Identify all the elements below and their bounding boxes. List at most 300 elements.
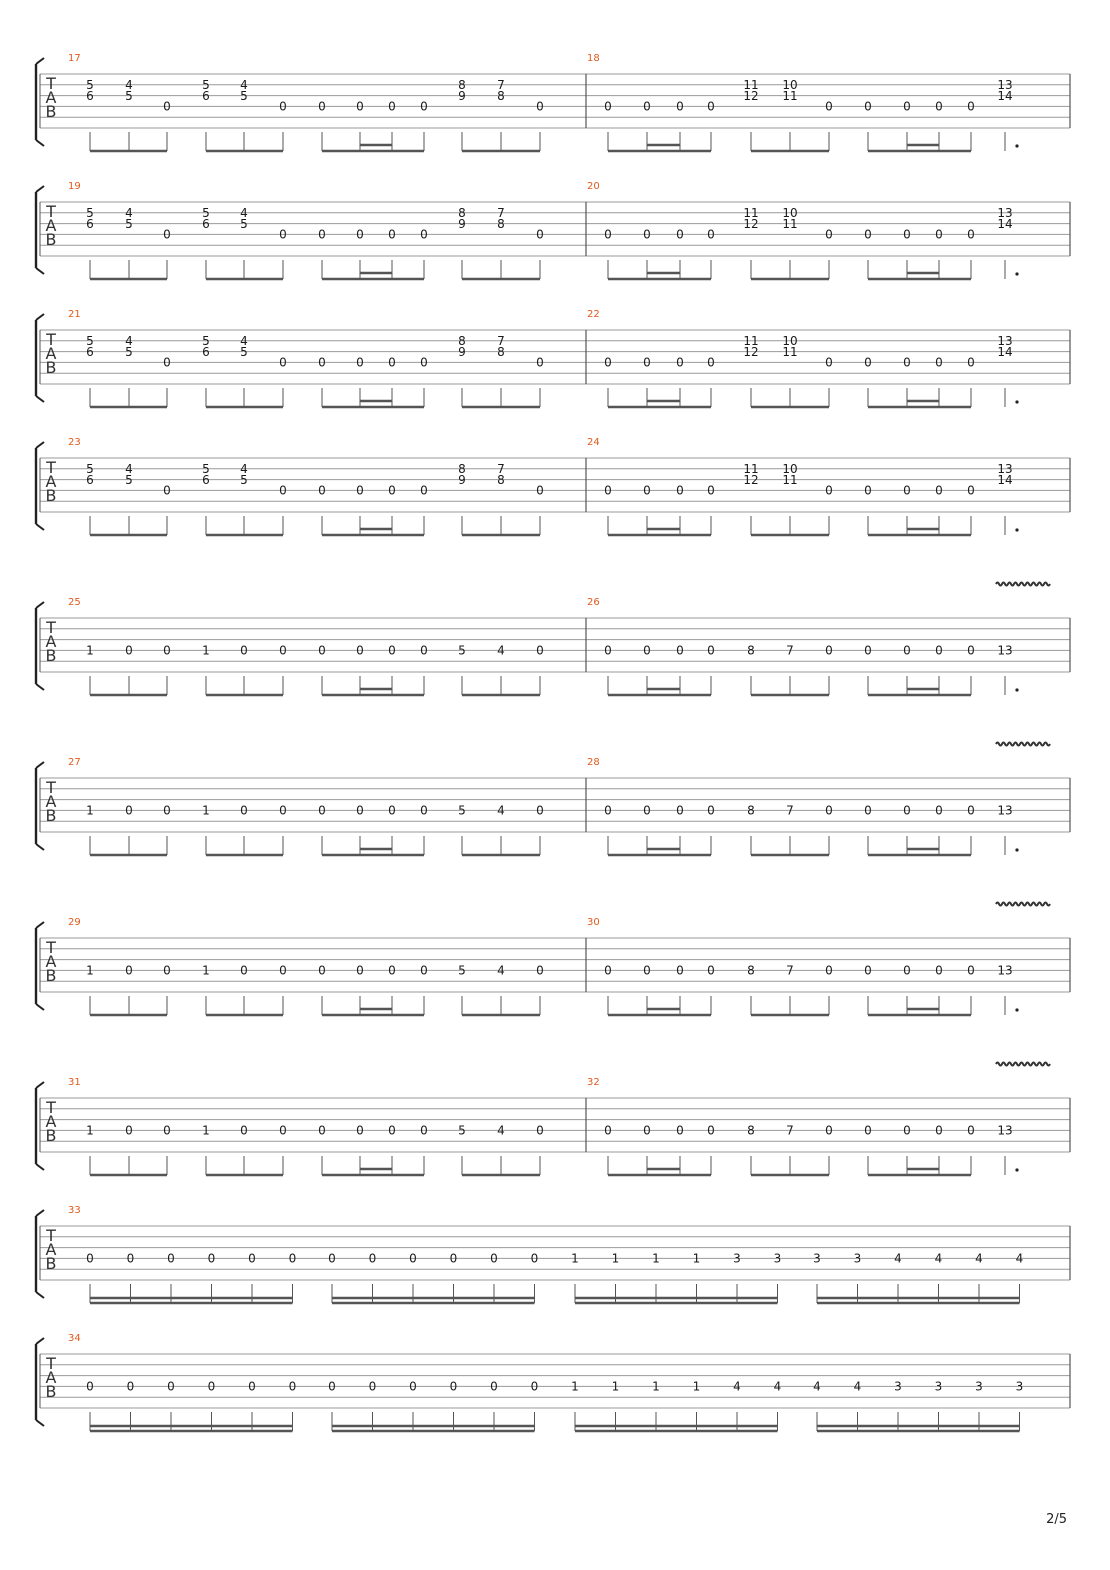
fret-number: 3 (1015, 1379, 1024, 1394)
fret-number: 1 (86, 1123, 94, 1138)
fret-number: 0 (163, 643, 171, 658)
bracket-cap-top (36, 58, 44, 64)
fret-number: 0 (420, 963, 428, 978)
fret-number: 0 (536, 643, 544, 658)
tab-clef-letter: T (46, 778, 56, 797)
fret-number: 0 (967, 963, 975, 978)
fret-number: 0 (356, 483, 364, 498)
fret-number: 1 (652, 1251, 660, 1266)
fret-number: 0 (643, 99, 651, 114)
fret-number: 14 (997, 88, 1013, 103)
measure-number: 31 (68, 1077, 81, 1088)
fret-number: 13 (997, 1123, 1013, 1138)
tab-clef-letter: A (45, 1112, 57, 1131)
fret-number: 0 (604, 1123, 612, 1138)
fret-number: 0 (207, 1251, 216, 1266)
fret-number: 0 (279, 99, 287, 114)
fret-number: 0 (288, 1251, 297, 1266)
fret-number: 0 (676, 483, 684, 498)
fret-number: 7 (497, 462, 505, 476)
bracket-cap-bottom (36, 1004, 44, 1010)
bracket-cap-top (36, 922, 44, 928)
fret-number: 5 (125, 472, 133, 487)
fret-number: 8 (458, 462, 466, 476)
fret-number: 12 (743, 216, 759, 231)
fret-number: 0 (318, 1123, 326, 1138)
fret-number: 0 (864, 99, 872, 114)
fret-number: 0 (240, 1123, 248, 1138)
measure-number: 34 (68, 1333, 81, 1344)
fret-number: 0 (536, 803, 544, 818)
tab-system (36, 1205, 1070, 1303)
tab-clef-letter: T (46, 330, 56, 349)
fret-number: 7 (497, 334, 505, 348)
fret-number: 0 (356, 99, 364, 114)
measure-number: 25 (68, 597, 81, 608)
fret-number: 0 (240, 643, 248, 658)
augmentation-dot (1015, 1168, 1018, 1171)
fret-number: 0 (903, 99, 911, 114)
fret-number: 0 (368, 1251, 377, 1266)
fret-number: 0 (388, 963, 396, 978)
tab-clef-letter: T (46, 1354, 56, 1373)
fret-number: 5 (458, 963, 466, 978)
fret-number: 0 (707, 99, 715, 114)
fret-number: 0 (643, 963, 651, 978)
fret-number: 13 (997, 334, 1013, 348)
fret-number: 0 (536, 227, 544, 242)
fret-number: 4 (240, 462, 248, 476)
fret-number: 10 (782, 334, 798, 348)
fret-number: 0 (967, 99, 975, 114)
fret-number: 0 (420, 99, 428, 114)
fret-number: 4 (894, 1251, 902, 1266)
fret-number: 0 (449, 1379, 458, 1394)
fret-number: 13 (997, 963, 1013, 978)
fret-number: 0 (604, 643, 612, 658)
tab-clef-letter: B (45, 1382, 57, 1401)
fret-number: 9 (458, 472, 466, 487)
tab-clef-letter: T (46, 1226, 56, 1245)
tab-system (36, 583, 1070, 696)
fret-number: 0 (604, 227, 612, 242)
fret-number: 1 (86, 643, 94, 658)
bracket-cap-bottom (36, 1292, 44, 1298)
fret-number: 5 (240, 88, 248, 103)
fret-number: 0 (279, 963, 287, 978)
fret-number: 5 (240, 216, 248, 231)
fret-number: 0 (935, 643, 943, 658)
tab-clef-letter: B (45, 806, 57, 825)
fret-number: 0 (288, 1379, 297, 1394)
fret-number: 0 (388, 643, 396, 658)
augmentation-dot (1015, 272, 1018, 275)
fret-number: 0 (604, 803, 612, 818)
tab-clef-letter: A (45, 1368, 57, 1387)
fret-number: 6 (86, 344, 94, 359)
fret-number: 0 (248, 1379, 256, 1394)
measure-number: 17 (68, 53, 81, 64)
fret-number: 5 (240, 472, 248, 487)
bracket-cap-bottom (36, 524, 44, 530)
fret-number: 12 (743, 344, 759, 359)
fret-number: 0 (825, 483, 833, 498)
fret-number: 0 (604, 355, 612, 370)
fret-number: 0 (935, 963, 943, 978)
fret-number: 0 (935, 1123, 943, 1138)
fret-number: 10 (782, 206, 798, 220)
tab-clef-letter: T (46, 1098, 56, 1117)
fret-number: 0 (903, 1123, 911, 1138)
fret-number: 11 (782, 216, 798, 231)
fret-number: 0 (388, 99, 396, 114)
fret-number: 0 (825, 1123, 833, 1138)
vibrato-mark (996, 1063, 1050, 1066)
fret-number: 11 (743, 206, 759, 220)
fret-number: 0 (643, 803, 651, 818)
fret-number: 12 (743, 472, 759, 487)
fret-number: 0 (707, 963, 715, 978)
fret-number: 4 (497, 643, 505, 658)
fret-number: 0 (356, 803, 364, 818)
bracket-cap-top (36, 314, 44, 320)
fret-number: 8 (747, 1123, 755, 1138)
fret-number: 0 (163, 1123, 171, 1138)
fret-number: 0 (356, 355, 364, 370)
fret-number: 0 (356, 643, 364, 658)
fret-number: 0 (163, 355, 171, 370)
tab-clef-letter: A (45, 632, 57, 651)
fret-number: 8 (458, 78, 466, 92)
fret-number: 0 (163, 963, 171, 978)
fret-number: 0 (676, 1123, 684, 1138)
fret-number: 0 (388, 803, 396, 818)
measure-number: 18 (587, 53, 600, 64)
fret-number: 0 (125, 803, 133, 818)
fret-number: 0 (490, 1379, 498, 1394)
fret-number: 3 (975, 1379, 983, 1394)
fret-number: 0 (126, 1379, 135, 1394)
measure-number: 26 (587, 597, 600, 608)
fret-number: 0 (707, 483, 715, 498)
fret-number: 1 (692, 1251, 701, 1266)
fret-number: 5 (86, 206, 94, 220)
fret-number: 0 (388, 1123, 396, 1138)
bracket-cap-top (36, 442, 44, 448)
fret-number: 11 (743, 334, 759, 348)
fret-number: 1 (202, 803, 210, 818)
fret-number: 8 (497, 344, 505, 359)
measure-number: 33 (68, 1205, 81, 1216)
bracket-cap-top (36, 1082, 44, 1088)
fret-number: 4 (733, 1379, 741, 1394)
fret-number: 14 (997, 344, 1013, 359)
fret-number: 6 (202, 472, 210, 487)
fret-number: 11 (782, 344, 798, 359)
fret-number: 1 (202, 643, 210, 658)
fret-number: 1 (86, 963, 94, 978)
tab-clef-letter: T (46, 938, 56, 957)
fret-number: 0 (676, 99, 684, 114)
fret-number: 4 (125, 78, 133, 92)
fret-number: 0 (825, 99, 833, 114)
fret-number: 12 (743, 88, 759, 103)
tab-clef-letter: B (45, 358, 57, 377)
fret-number: 0 (420, 1123, 428, 1138)
tab-system (36, 743, 1070, 856)
fret-number: 0 (825, 355, 833, 370)
fret-number: 4 (497, 963, 505, 978)
fret-number: 0 (864, 355, 872, 370)
fret-number: 5 (125, 344, 133, 359)
fret-number: 0 (536, 483, 544, 498)
fret-number: 0 (643, 643, 651, 658)
fret-number: 4 (813, 1379, 821, 1394)
fret-number: 1 (571, 1379, 579, 1394)
measure-number: 21 (68, 309, 81, 320)
fret-number: 0 (163, 483, 171, 498)
fret-number: 0 (935, 355, 943, 370)
measure-number: 32 (587, 1077, 600, 1088)
page-number: 2/5 (1046, 1512, 1067, 1527)
fret-number: 0 (318, 483, 326, 498)
fret-number: 4 (975, 1251, 983, 1266)
fret-number: 13 (997, 803, 1013, 818)
fret-number: 13 (997, 78, 1013, 92)
fret-number: 0 (279, 643, 287, 658)
fret-number: 0 (536, 1123, 544, 1138)
fret-number: 0 (420, 483, 428, 498)
fret-number: 0 (707, 227, 715, 242)
tab-clef-letter: A (45, 1240, 57, 1259)
fret-number: 0 (967, 803, 975, 818)
fret-number: 0 (676, 963, 684, 978)
measure-number: 29 (68, 917, 81, 928)
fret-number: 4 (125, 206, 133, 220)
fret-number: 0 (490, 1251, 498, 1266)
fret-number: 0 (536, 355, 544, 370)
tab-clef-letter: T (46, 202, 56, 221)
fret-number: 0 (903, 483, 911, 498)
fret-number: 7 (786, 803, 794, 818)
tab-clef-letter: B (45, 1254, 57, 1273)
fret-number: 6 (202, 344, 210, 359)
tab-system (36, 437, 1070, 535)
measure-number: 19 (68, 181, 81, 192)
fret-number: 9 (458, 88, 466, 103)
bracket-cap-top (36, 602, 44, 608)
bracket-cap-bottom (36, 268, 44, 274)
fret-number: 0 (388, 227, 396, 242)
tab-system (36, 1063, 1070, 1176)
fret-number: 0 (707, 1123, 715, 1138)
fret-number: 0 (707, 803, 715, 818)
fret-number: 0 (825, 963, 833, 978)
fret-number: 4 (125, 334, 133, 348)
augmentation-dot (1015, 1008, 1018, 1011)
fret-number: 1 (652, 1379, 660, 1394)
tab-system (36, 903, 1070, 1016)
fret-number: 8 (497, 472, 505, 487)
fret-number: 8 (497, 216, 505, 231)
fret-number: 4 (497, 1123, 505, 1138)
tab-system (36, 53, 1070, 151)
fret-number: 0 (279, 803, 287, 818)
fret-number: 8 (458, 206, 466, 220)
fret-number: 8 (747, 643, 755, 658)
fret-number: 0 (935, 99, 943, 114)
augmentation-dot (1015, 144, 1018, 147)
fret-number: 0 (420, 355, 428, 370)
bracket-cap-top (36, 1338, 44, 1344)
fret-number: 1 (571, 1251, 579, 1266)
fret-number: 0 (903, 803, 911, 818)
fret-number: 0 (643, 1123, 651, 1138)
fret-number: 14 (997, 216, 1013, 231)
tab-clef-letter: A (45, 952, 57, 971)
tab-clef-letter: B (45, 486, 57, 505)
fret-number: 5 (125, 88, 133, 103)
fret-number: 0 (388, 483, 396, 498)
fret-number: 0 (163, 803, 171, 818)
fret-number: 1 (611, 1379, 620, 1394)
fret-number: 0 (86, 1379, 94, 1394)
fret-number: 0 (163, 99, 171, 114)
measure-number: 24 (587, 437, 600, 448)
fret-number: 0 (318, 227, 326, 242)
bracket-cap-bottom (36, 1420, 44, 1426)
fret-number: 3 (934, 1379, 943, 1394)
fret-number: 0 (864, 483, 872, 498)
fret-number: 6 (86, 88, 94, 103)
fret-number: 5 (240, 344, 248, 359)
fret-number: 0 (368, 1379, 377, 1394)
fret-number: 5 (86, 334, 94, 348)
fret-number: 0 (125, 1123, 133, 1138)
fret-number: 0 (643, 355, 651, 370)
fret-number: 6 (86, 216, 94, 231)
fret-number: 0 (864, 1123, 872, 1138)
fret-number: 7 (786, 963, 794, 978)
fret-number: 0 (126, 1251, 135, 1266)
augmentation-dot (1015, 688, 1018, 691)
fret-number: 5 (125, 216, 133, 231)
fret-number: 3 (733, 1251, 741, 1266)
vibrato-mark (996, 583, 1050, 586)
tab-system (36, 309, 1070, 407)
fret-number: 6 (202, 88, 210, 103)
fret-number: 0 (388, 355, 396, 370)
fret-number: 0 (125, 963, 133, 978)
tab-clef-letter: B (45, 102, 57, 121)
fret-number: 0 (676, 355, 684, 370)
bracket-cap-top (36, 762, 44, 768)
fret-number: 0 (935, 227, 943, 242)
fret-number: 7 (786, 1123, 794, 1138)
fret-number: 0 (279, 483, 287, 498)
augmentation-dot (1015, 848, 1018, 851)
fret-number: 1 (611, 1251, 620, 1266)
fret-number: 0 (825, 643, 833, 658)
fret-number: 1 (202, 963, 210, 978)
fret-number: 0 (318, 355, 326, 370)
tab-clef-letter: B (45, 230, 57, 249)
tab-clef-letter: T (46, 618, 56, 637)
fret-number: 10 (782, 462, 798, 476)
tab-clef-letter: T (46, 74, 56, 93)
fret-number: 0 (240, 963, 248, 978)
bracket-cap-top (36, 1210, 44, 1216)
fret-number: 1 (86, 803, 94, 818)
measure-number: 27 (68, 757, 81, 768)
fret-number: 9 (458, 344, 466, 359)
fret-number: 0 (240, 803, 248, 818)
fret-number: 4 (125, 462, 133, 476)
fret-number: 0 (409, 1251, 417, 1266)
fret-number: 0 (825, 803, 833, 818)
fret-number: 0 (643, 227, 651, 242)
fret-number: 5 (458, 1123, 466, 1138)
fret-number: 0 (318, 963, 326, 978)
fret-number: 0 (707, 643, 715, 658)
fret-number: 0 (279, 1123, 287, 1138)
fret-number: 0 (530, 1251, 539, 1266)
fret-number: 7 (497, 206, 505, 220)
fret-number: 4 (853, 1379, 862, 1394)
vibrato-mark (996, 903, 1050, 906)
measure-number: 22 (587, 309, 600, 320)
fret-number: 0 (903, 963, 911, 978)
measure-number: 20 (587, 181, 600, 192)
bracket-cap-bottom (36, 396, 44, 402)
tab-clef-letter: A (45, 88, 57, 107)
fret-number: 13 (997, 643, 1013, 658)
fret-number: 0 (864, 963, 872, 978)
fret-number: 0 (643, 483, 651, 498)
fret-number: 0 (903, 643, 911, 658)
fret-number: 4 (1015, 1251, 1024, 1266)
fret-number: 0 (167, 1251, 175, 1266)
tab-clef-letter: T (46, 458, 56, 477)
fret-number: 0 (420, 803, 428, 818)
fret-number: 0 (207, 1379, 216, 1394)
fret-number: 0 (167, 1379, 175, 1394)
bracket-cap-bottom (36, 140, 44, 146)
fret-number: 7 (497, 78, 505, 92)
fret-number: 0 (935, 483, 943, 498)
tab-clef-letter: B (45, 646, 57, 665)
fret-number: 4 (497, 803, 505, 818)
fret-number: 11 (782, 472, 798, 487)
fret-number: 5 (86, 462, 94, 476)
fret-number: 8 (747, 803, 755, 818)
fret-number: 0 (318, 803, 326, 818)
fret-number: 0 (707, 355, 715, 370)
fret-number: 8 (497, 88, 505, 103)
fret-number: 0 (530, 1379, 539, 1394)
fret-number: 0 (356, 1123, 364, 1138)
tab-clef-letter: A (45, 216, 57, 235)
fret-number: 0 (328, 1379, 336, 1394)
fret-number: 0 (676, 643, 684, 658)
fret-number: 8 (458, 334, 466, 348)
fret-number: 14 (997, 472, 1013, 487)
fret-number: 4 (934, 1251, 943, 1266)
fret-number: 0 (449, 1251, 458, 1266)
fret-number: 11 (743, 78, 759, 92)
fret-number: 11 (743, 462, 759, 476)
fret-number: 0 (967, 1123, 975, 1138)
